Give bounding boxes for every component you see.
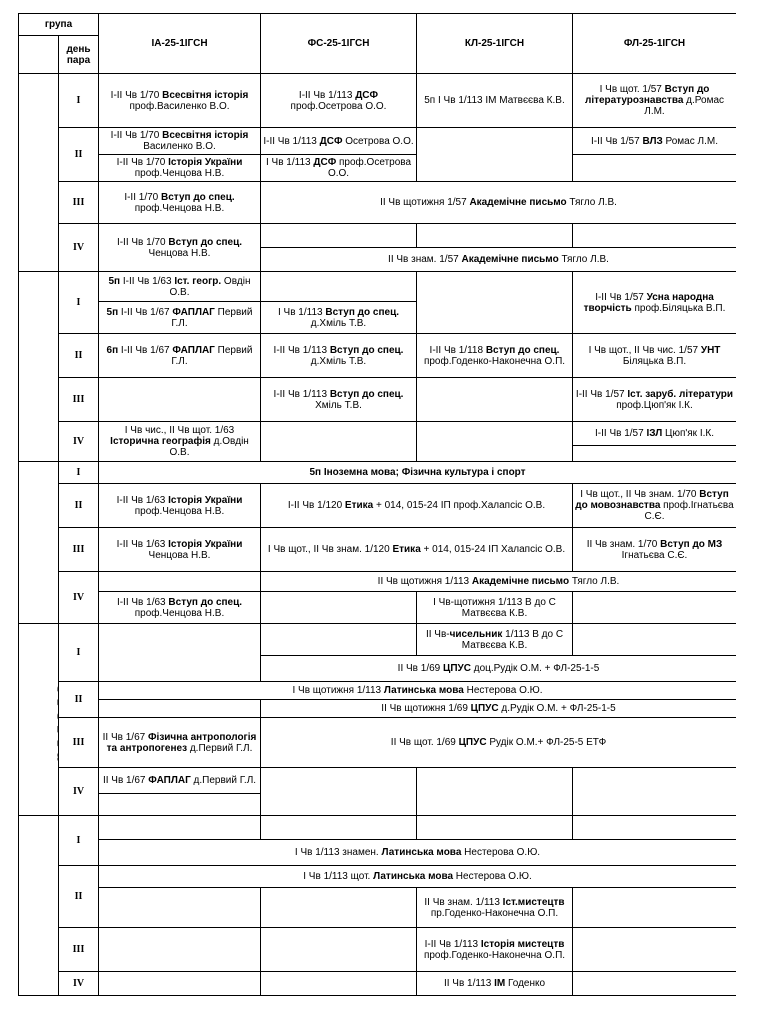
lesson-cell: І Чв 1/113 щот. Латинська мова Нестерова О.Ю.: [99, 866, 737, 888]
schedule-row: [19, 816, 737, 840]
empty-cell: [573, 224, 737, 248]
schedule-row: [19, 272, 737, 302]
empty-cell: [417, 224, 573, 248]
lesson-cell: І-ІІ Чв 1/57 ВЛЗ Ромас Л.М.: [573, 128, 737, 155]
empty-cell: [417, 422, 573, 462]
lesson-cell: І-ІІ Чв 1/118 Вступ до спец. проф.Годенко-Наконечна О.П.: [417, 334, 573, 378]
lesson-cell: І-ІІ Чв 1/70 Вступ до спец. Ченцова Н.В.: [99, 224, 261, 272]
header-row: [19, 14, 737, 36]
lesson-cell: ІІ Чв 1/67 Фізична антропологія та антропогенез д.Первий Г.Л.: [99, 718, 261, 768]
lesson-cell: І-ІІ Чв 1/63 Історія України проф.Ченцова Н.В.: [99, 484, 261, 528]
lesson-cell: І Чв 1/113 Вступ до спец. д.Хміль Т.В.: [261, 302, 417, 334]
empty-cell: [417, 128, 573, 182]
lesson-cell: ІІ Чв 1/67 ФАПЛАГ д.Первий Г.Л.: [99, 768, 261, 794]
schedule-row: [19, 718, 737, 768]
para-number: IV: [59, 572, 99, 624]
schedule-row: [19, 624, 737, 656]
lesson-cell: І-ІІ Чв 1/57 Усна народна творчість проф.Біляцька В.П.: [573, 272, 737, 334]
para-number: I: [59, 816, 99, 866]
day-name: [19, 816, 59, 996]
para-number: IV: [59, 224, 99, 272]
lesson-cell: І-ІІ Чв 1/70 Всесвітня історія проф.Василенко В.О.: [99, 74, 261, 128]
lesson-cell: ІІ Чв щотижня 1/69 ЦПУС д.Рудік О.М. + ФЛ-25-1-5: [261, 700, 737, 718]
group-kl: КЛ-25-1ІГСН: [417, 14, 573, 74]
empty-cell: [573, 592, 737, 624]
corner-label: група: [19, 14, 99, 36]
lesson-cell: ІІ Чв щот. 1/69 ЦПУС Рудік О.М.+ ФЛ-25-5 ЕТФ: [261, 718, 737, 768]
lesson-cell: ІІ Чв 1/113 ІМ Годенко: [417, 972, 573, 996]
schedule-row: [19, 888, 737, 928]
para-number: II: [59, 682, 99, 718]
empty-cell: [573, 816, 737, 840]
group-fs: ФС-25-1ІГСН: [261, 14, 417, 74]
schedule-row: [19, 128, 737, 155]
schedule-row: [19, 572, 737, 592]
schedule-row: [19, 462, 737, 484]
lesson-cell: І-ІІ 1/70 Вступ до спец. проф.Ченцова Н.В.: [99, 182, 261, 224]
para-number: IV: [59, 768, 99, 816]
empty-cell: [573, 972, 737, 996]
lesson-cell: ІІ Чв знам. 1/57 Академічне письмо Тягло Л.В.: [261, 248, 737, 272]
lesson-cell: 5п І Чв 1/113 ІМ Матвєєва К.В.: [417, 74, 573, 128]
schedule-row: [19, 334, 737, 378]
lesson-cell: І-ІІ Чв 1/70 Історія України проф.Ченцова Н.В.: [99, 155, 261, 182]
schedule-row: [19, 700, 737, 718]
lesson-cell: ІІ Чв знам. 1/113 Іст.мистецтв пр.Годенко-Наконечна О.П.: [417, 888, 573, 928]
schedule-row: [19, 378, 737, 422]
lesson-cell: І-ІІ Чв 1/113 ДСФ проф.Осетрова О.О.: [261, 74, 417, 128]
lesson-cell: І-ІІ Чв 1/57 ІЗЛ Цюп'як І.К.: [573, 422, 737, 446]
empty-cell: [261, 816, 417, 840]
para-number: II: [59, 484, 99, 528]
lesson-cell: І-ІІ Чв 1/63 Історія України Ченцова Н.В.: [99, 528, 261, 572]
para-number: II: [59, 334, 99, 378]
schedule-table: [18, 13, 736, 996]
lesson-cell: 5п Іноземна мова; Фізична культура і спорт: [99, 462, 737, 484]
lesson-cell: ІІ Чв щотижня 1/57 Академічне письмо Тягло Л.В.: [261, 182, 737, 224]
empty-cell: [99, 972, 261, 996]
empty-cell: [261, 888, 417, 928]
empty-cell: [99, 794, 261, 816]
lesson-cell: І Чв щот., ІІ Чв знам. 1/70 Вступ до мовознавства проф.Ігнатьєва С.Є.: [573, 484, 737, 528]
schedule-row: [19, 182, 737, 224]
empty-cell: [261, 224, 417, 248]
schedule-row: [19, 768, 737, 794]
para-number: III: [59, 528, 99, 572]
day-name: [19, 272, 59, 462]
lesson-cell: 5п І-ІІ Чв 1/67 ФАПЛАГ Первий Г.Л.: [99, 302, 261, 334]
schedule-row: [19, 74, 737, 128]
lesson-cell: І Чв чис., ІІ Чв щот. 1/63 Історична географія д.Овдін О.В.: [99, 422, 261, 462]
lesson-cell: І-ІІ Чв 1/120 Етика + 014, 015-24 ІП проф.Халапсіс О.В.: [261, 484, 573, 528]
schedule-row: [19, 866, 737, 888]
lesson-cell: 5п І-ІІ Чв 1/63 Іст. геогр. Овдін О.В.: [99, 272, 261, 302]
lesson-cell: І Чв-щотижня 1/113 В до С Матвєєва К.В.: [417, 592, 573, 624]
lesson-cell: І-ІІ Чв 1/113 Вступ до спец. Хміль Т.В.: [261, 378, 417, 422]
lesson-cell: І Чв щот., ІІ Чв знам. 1/120 Етика + 014, 015-24 ІП Халапсіс О.В.: [261, 528, 573, 572]
lesson-cell: І-ІІ Чв 1/57 Іст. заруб. літератури проф.Цюп'як І.К.: [573, 378, 737, 422]
empty-cell: [99, 378, 261, 422]
day-para-label: день пара: [59, 36, 99, 74]
group-fl: ФЛ-25-1ІГСН: [573, 14, 737, 74]
schedule-sheet: [18, 13, 736, 997]
lesson-cell: І Чв щот., ІІ Чв чис. 1/57 УНТ Біляцька В.П.: [573, 334, 737, 378]
empty-cell: [417, 378, 573, 422]
schedule-row: [19, 528, 737, 572]
empty-cell: [99, 888, 261, 928]
lesson-cell: І-ІІ Чв 1/113 Історія мистецтв проф.Годенко-Наконечна О.П.: [417, 928, 573, 972]
empty-cell: [261, 928, 417, 972]
schedule-row: [19, 155, 737, 182]
para-number: IV: [59, 972, 99, 996]
empty-cell: [261, 592, 417, 624]
empty-cell: [261, 972, 417, 996]
lesson-cell: І Чв 1/113 знамен. Латинська мова Нестерова О.Ю.: [99, 840, 737, 866]
para-number: III: [59, 718, 99, 768]
lesson-cell: ІІ Чв-чисельник 1/113 В до С Матвєєва К.В.: [417, 624, 573, 656]
empty-cell: [99, 624, 261, 682]
lesson-cell: І-ІІ Чв 1/63 Вступ до спец. проф.Ченцова Н.В.: [99, 592, 261, 624]
lesson-cell: ІІ Чв 1/69 ЦПУС доц.Рудік О.М. + ФЛ-25-1-5: [261, 656, 737, 682]
schedule-row: [19, 682, 737, 700]
lesson-cell: 6п І-ІІ Чв 1/67 ФАПЛАГ Первий Г.Л.: [99, 334, 261, 378]
empty-cell: [417, 768, 573, 816]
lesson-cell: ІІ Чв знам. 1/70 Вступ до МЗ Ігнатьєва С.Є.: [573, 528, 737, 572]
empty-cell: [261, 768, 417, 816]
empty-cell: [573, 155, 737, 182]
para-number: IV: [59, 422, 99, 462]
schedule-row: [19, 840, 737, 866]
empty-cell: [99, 816, 261, 840]
schedule-row: [19, 422, 737, 446]
day-name: [19, 624, 59, 816]
schedule-row: [19, 484, 737, 528]
empty-cell: [99, 928, 261, 972]
lesson-cell: І-ІІ Чв 1/70 Всесвітня історія Василенко В.О.: [99, 128, 261, 155]
empty-cell: [573, 624, 737, 656]
empty-cell: [573, 928, 737, 972]
schedule-row: [19, 972, 737, 996]
lesson-cell: І Чв щотижня 1/113 Латинська мова Нестерова О.Ю.: [99, 682, 737, 700]
empty-cell: [261, 624, 417, 656]
para-number: I: [59, 624, 99, 682]
lesson-cell: І Чв щот. 1/57 Вступ до літературознавства д.Ромас Л.М.: [573, 74, 737, 128]
day-name: [19, 462, 59, 624]
empty-cell: [261, 272, 417, 302]
para-number: II: [59, 128, 99, 182]
para-number: I: [59, 272, 99, 334]
day-name: [19, 74, 59, 272]
lesson-cell: І Чв 1/113 ДСФ проф.Осетрова О.О.: [261, 155, 417, 182]
para-number: III: [59, 378, 99, 422]
schedule-row: [19, 224, 737, 248]
para-number: III: [59, 182, 99, 224]
empty-cell: [573, 768, 737, 816]
para-number: I: [59, 74, 99, 128]
empty-cell: [417, 272, 573, 334]
para-number: II: [59, 866, 99, 928]
empty-cell: [417, 816, 573, 840]
lesson-cell: І-ІІ Чв 1/113 Вступ до спец. д.Хміль Т.В.: [261, 334, 417, 378]
empty-cell: [261, 422, 417, 462]
empty-cell: [99, 700, 261, 718]
empty-cell: [573, 446, 737, 462]
empty-cell: [99, 572, 261, 592]
para-number: III: [59, 928, 99, 972]
group-ia: ІА-25-1ІГСН: [99, 14, 261, 74]
schedule-row: [19, 928, 737, 972]
lesson-cell: ІІ Чв щотижня 1/113 Академічне письмо Тягло Л.В.: [261, 572, 737, 592]
empty-cell: [573, 888, 737, 928]
para-number: I: [59, 462, 99, 484]
lesson-cell: І-ІІ Чв 1/113 ДСФ Осетрова О.О.: [261, 128, 417, 155]
schedule-row: [19, 592, 737, 624]
